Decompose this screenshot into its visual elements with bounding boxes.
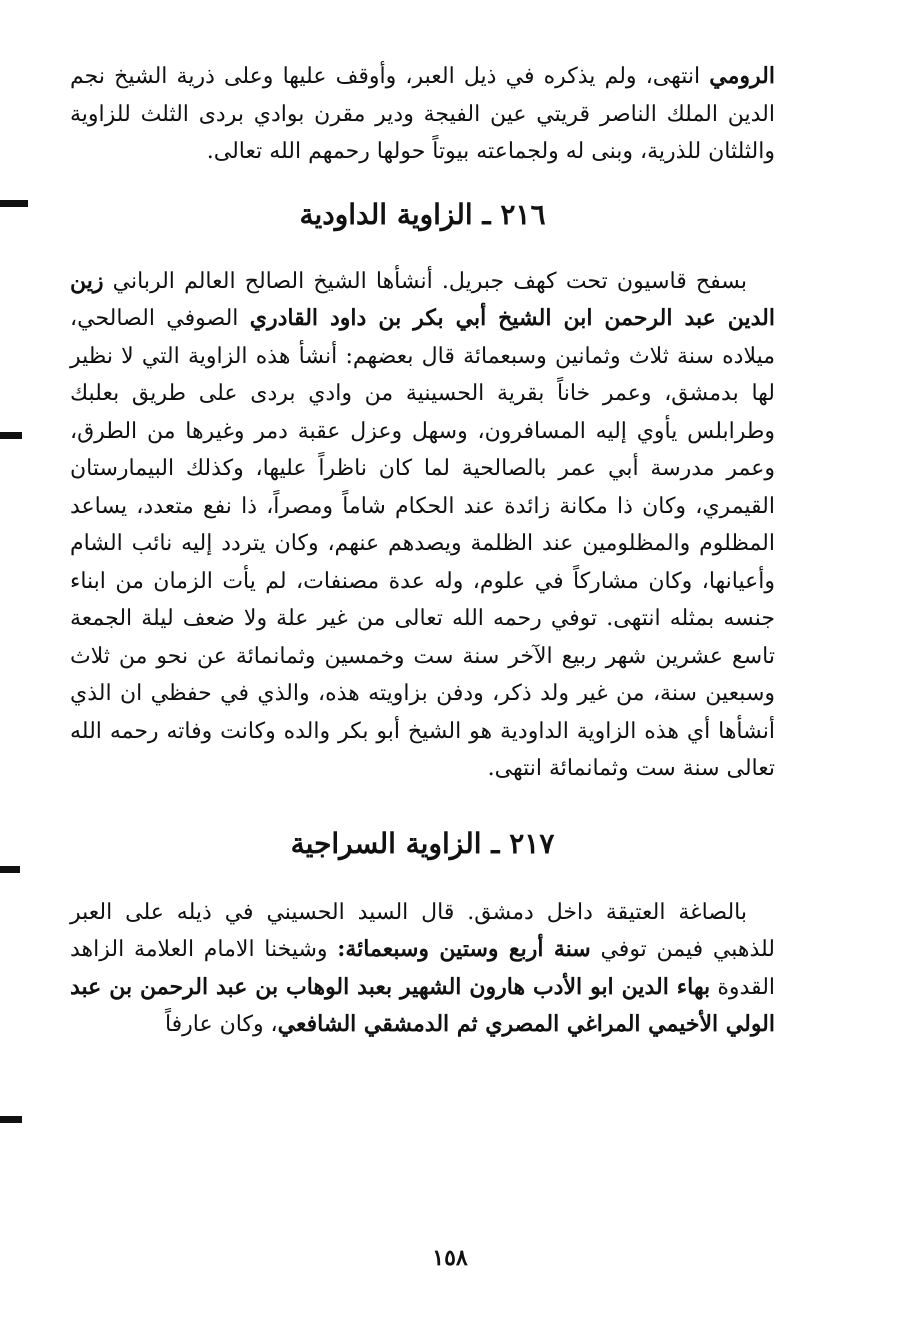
margin-mark bbox=[0, 866, 20, 873]
page-number: ١٥٨ bbox=[432, 1245, 468, 1271]
section-216-text-1: بسفح قاسيون تحت كهف جبريل. أنشأها الشيخ الصالح العالم الرباني bbox=[103, 268, 747, 294]
margin-mark bbox=[0, 432, 22, 439]
margin-mark bbox=[0, 200, 28, 207]
section-216-bold-name: زين الدين عبد الرحمن ابن الشيخ أبي بكر بن داود القادري bbox=[70, 267, 775, 331]
section-217-text-3: ، وكان عارفاً bbox=[164, 1012, 278, 1037]
section-217-bold-date: سنة أربع وستين وسبعمائة: bbox=[337, 936, 591, 962]
section-217-paragraph bbox=[70, 894, 775, 1044]
intro-paragraph bbox=[70, 58, 775, 171]
section-217-heading: ٢١٧ ـ الزاوية السراجية bbox=[290, 826, 555, 860]
section-216-text-2: الصوفي الصالحي، ميلاده سنة ثلاث وثمانين وسبعمائة قال بعضهم: أنشأ هذه الزاوية التي لا نظير لها بدمشق، وعمر خاناً بقرية الحسينية من وادي بردى على طريق بعلبك وطرابلس يأوي إليه المسافرون، وسهل وعزل عقبة دمر وغيرها من الطرق، وعمر مدرسة أبي عمر بالصالحية لما كان ناظراً عليها، وكذلك البيمارستان القيمري، وكان ذا مكانة زائدة عند الحكام شاماً ومصراً، ذا نفع متعدد، يساعد المظلوم والمظلومين عند الظلمة ويصدهم عنهم، وكان يتردد إليه نائب الشام وأعيانها، وكان مشاركاً في علوم، وله عدة مصنفات، لم يأت الزمان من ابناء جنسه بمثله انتهى. توفي رحمه الله تعالى من غير علة ولا ضعف ليلة الجمعة تاسع عشرين شهر ربيع الآخر سنة ست وخمسين وثمانمائة عن نحو من ثلاث وسبعين سنة، من غير ولد ذكر، ودفن بزاويته هذه، والذي في حفظي ان الذي أنشأها أي هذه الزاوية الداودية هو الشيخ أبو بكر والده وكانت وفاته رحمه الله تعالى سنة ست وثمانمائة انتهى. bbox=[70, 306, 776, 781]
section-217-bold-name: بهاء الدين ابو الأدب هارون الشهير بعبد الوهاب بن عبد الرحمن بن عبد الولي الأخيمي المراغي المصري ثم الدمشقي الشافعي bbox=[70, 973, 775, 1037]
section-217-text-1: بالصاغة العتيقة داخل دمشق. قال السيد الحسيني في ذيله على العبر للذهبي فيمن توفي bbox=[70, 899, 775, 962]
section-217-text-2: وشيخنا الامام العلامة الزاهد القدوة bbox=[70, 937, 776, 1000]
margin-mark bbox=[0, 1116, 22, 1123]
section-216-heading: ٢١٦ ـ الزاوية الداودية bbox=[299, 197, 546, 231]
page-body bbox=[70, 58, 775, 1339]
section-216-paragraph bbox=[70, 263, 775, 788]
intro-bold-name: الرومي bbox=[709, 63, 775, 89]
intro-text: انتهى، ولم يذكره في ذيل العبر، وأوقف عليها وعلى ذرية الشيخ نجم الدين الملك الناصر قريتي عين الفيجة ودير مقرن بوادي بردى الثلث للزاوية والثلثان للذرية، وبنى له ولجماعته بيوتاً حولها رحمهم الله تعالى. bbox=[70, 64, 775, 164]
